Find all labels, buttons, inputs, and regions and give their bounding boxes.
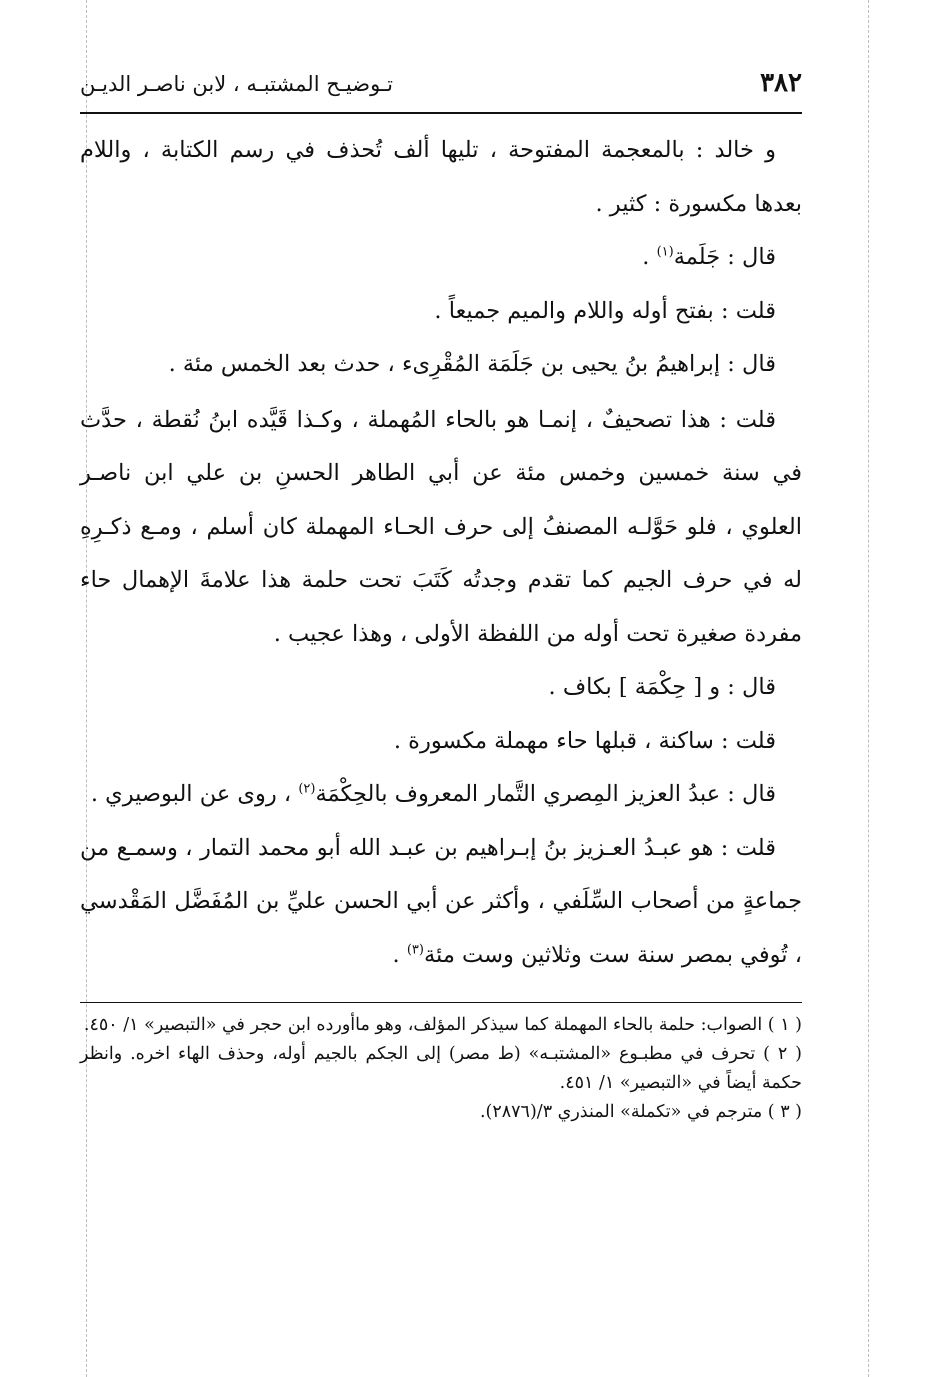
paragraph-text: قلت : هو عبـدُ العـزيز بنُ إبـراهيم بن عبـد الله أبو محمد التمار ، وسمـع من جماعةٍ من أصحاب السِّلَفي ، وأكثر عن أبي الحسن عليِّ بن المُفَضَّل المَقْدسي ، تُوفي بمصر سنة ست وثلاثين وست مئة [80, 834, 802, 968]
footnote: ( ١ ) الصواب: حلمة بالحاء المهملة كما سيذكر المؤلف، وهو ماأورده ابن حجر في «التبصير» ١/ ٤٥٠. [83, 1015, 802, 1035]
scan-artifact-line [868, 0, 869, 1377]
paragraph: قال : إبراهيمُ بنُ يحيى بن جَلَمَة المُقْرِىء ، حدث بعد الخمس مئة . [168, 351, 776, 377]
paragraph-text: قال : جَلَمة [673, 244, 776, 270]
footnotes [80, 1011, 802, 1127]
paragraph-text: قال : عبدُ العزيز المِصري التَّمار المعروف بالحِكْمَة [315, 781, 776, 807]
footnote-ref: (٢) [298, 781, 316, 797]
paragraph-text: . [392, 941, 407, 968]
footnote-ref: (١) [656, 244, 674, 260]
footnote-ref: (٣) [406, 942, 424, 957]
paragraph-text: ، روى عن البوصيري . [90, 781, 299, 807]
page-number: ٣٨٢ [760, 68, 802, 98]
page-header [80, 58, 802, 108]
paragraph: قلت : بفتح أوله واللام والميم جميعاً . [434, 297, 776, 324]
header-rule [80, 112, 802, 114]
paragraph [80, 822, 802, 983]
running-title: تـوضيـح المشتبـه ، لابن ناصـر الديـن [80, 72, 393, 96]
paragraph: و خالد : بالمعجمة المفتوحة ، تليها ألف تُحذف في رسم الكتابة ، واللام بعدها مكسورة : كثير . [80, 137, 802, 217]
paragraph: قلت : هذا تصحيفٌ ، إنمـا هو بالحاء المُهملة ، وكـذا قَيَّده ابنُ نُقطة ، حدَّث في سنة خمسين وخمس مئة عن أبي الطاهر الحسنِ بن علي ابن ناصـر العلوي ، فلو حَوَّلـه المصنفُ إلى حرف الحـاء المهملة كان أسلم ، ومـع ذكـرِهِ له في حرف الجيم كما تقدم وجدتُه كَتَبَ تحت حلمة هذا علامةَ الإهمال حاء مفردة صغيرة تحت أوله من اللفظة الأولى ، وهذا عجيب . [80, 406, 802, 647]
paragraph [80, 231, 802, 285]
paragraph: قال : و [ حِكْمَة ] بكاف . [548, 674, 776, 700]
footnote: ( ٢ ) تحرف في مطبـوع «المشتبـه» (ط مصر) إلى الجكم بالجيم أوله، وحذف الهاء اخره. وانظر حكمة أيضاً في «التبصير» ١/ ٤٥١. [80, 1044, 802, 1093]
book-page [80, 58, 802, 1127]
footnote-rule [80, 1002, 802, 1003]
paragraph: قلت : ساكنة ، قبلها حاء مهملة مكسورة . [393, 727, 776, 754]
paragraph [80, 768, 802, 822]
paragraph-text: . [642, 244, 657, 270]
footnote: ( ٣ ) مترجم في «تكملة» المنذري ٣/(٢٨٧٦). [479, 1102, 802, 1122]
